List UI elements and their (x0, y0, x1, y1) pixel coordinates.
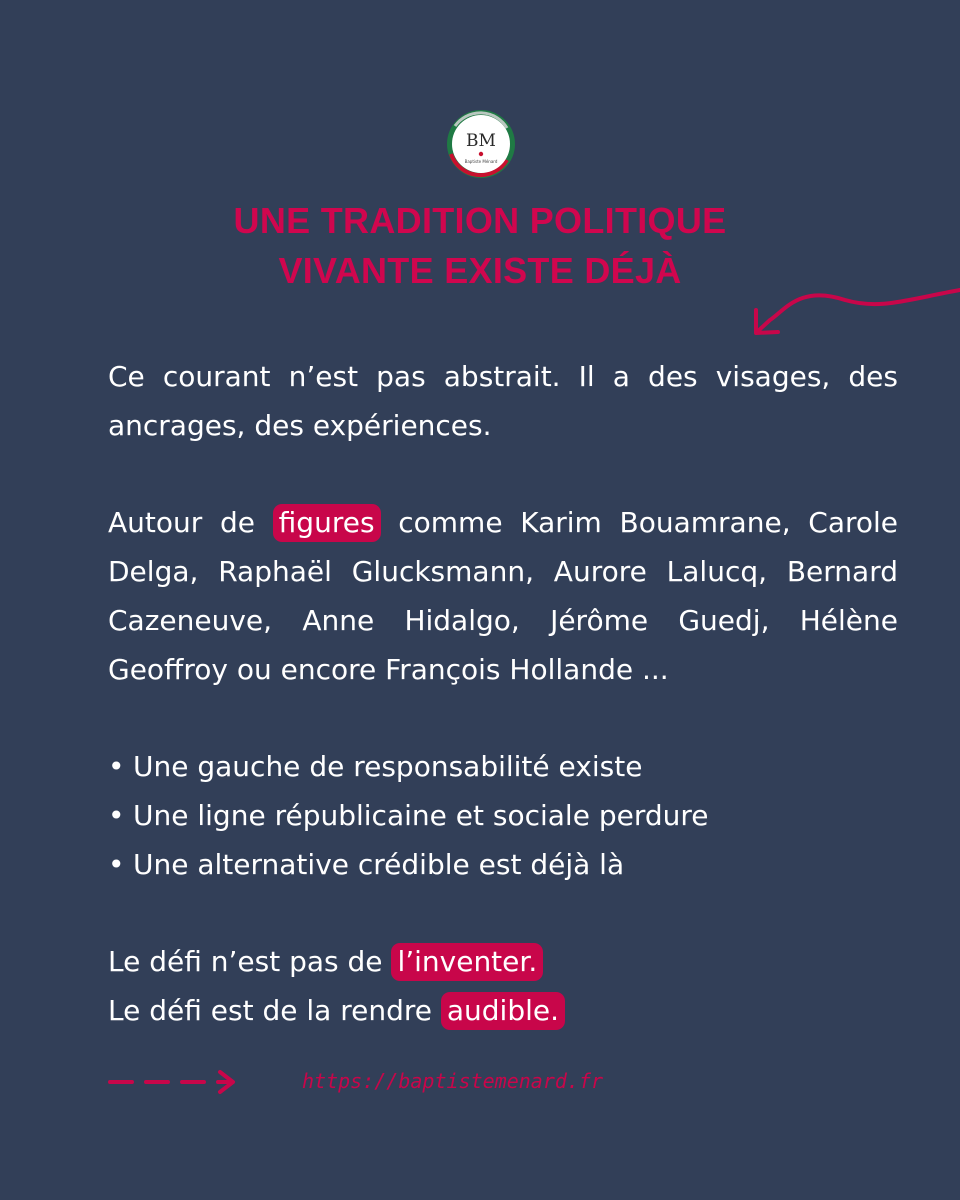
bullet-marker: • (108, 848, 125, 881)
figures-names: comme Karim Bouamrane, Carole Delga, Raphaël Glucksmann, Aurore Lalucq, Bernard Cazeneuve, Anne Hidalgo, Jérôme Guedj, Hélène Geoffroy ou encore François Hollande ... (108, 506, 899, 686)
bullet-marker: • (108, 799, 125, 832)
list-item: • Une ligne républicaine et sociale perdure (108, 791, 898, 840)
figures-paragraph (108, 498, 898, 694)
figures-prefix: Autour de (108, 506, 255, 539)
list-item: • Une gauche de responsabilité existe (108, 742, 898, 791)
logo-star-icon (479, 152, 483, 156)
bullet-marker: • (108, 750, 125, 783)
closing-highlight-audible: audible. (441, 992, 565, 1030)
closing-paragraph (108, 937, 898, 1035)
website-link[interactable]: https://baptistemenard.fr (302, 1069, 604, 1093)
closing-highlight-inventer: l’inventer. (391, 943, 543, 981)
logo (445, 108, 517, 180)
bullet-list (108, 742, 898, 889)
figures-highlight: figures (273, 504, 381, 542)
logo-caption: Baptiste Ménard (464, 159, 498, 164)
dashed-arrow-icon (108, 1068, 238, 1096)
closing-line-1: Le défi n’est pas de l’inventer. (108, 937, 898, 986)
page-title (0, 196, 960, 296)
title-line-1: UNE TRADITION POLITIQUE (233, 200, 727, 241)
list-item: • Une alternative crédible est déjà là (108, 840, 898, 889)
logo-initials: BM (466, 131, 496, 151)
intro-paragraph: Ce courant n’est pas abstrait. Il a des visages, des ancrages, des expériences. (108, 360, 898, 442)
title-line-2: VIVANTE EXISTE DÉJÀ (278, 250, 682, 291)
closing-line-2: Le défi est de la rendre audible. (108, 986, 898, 1035)
